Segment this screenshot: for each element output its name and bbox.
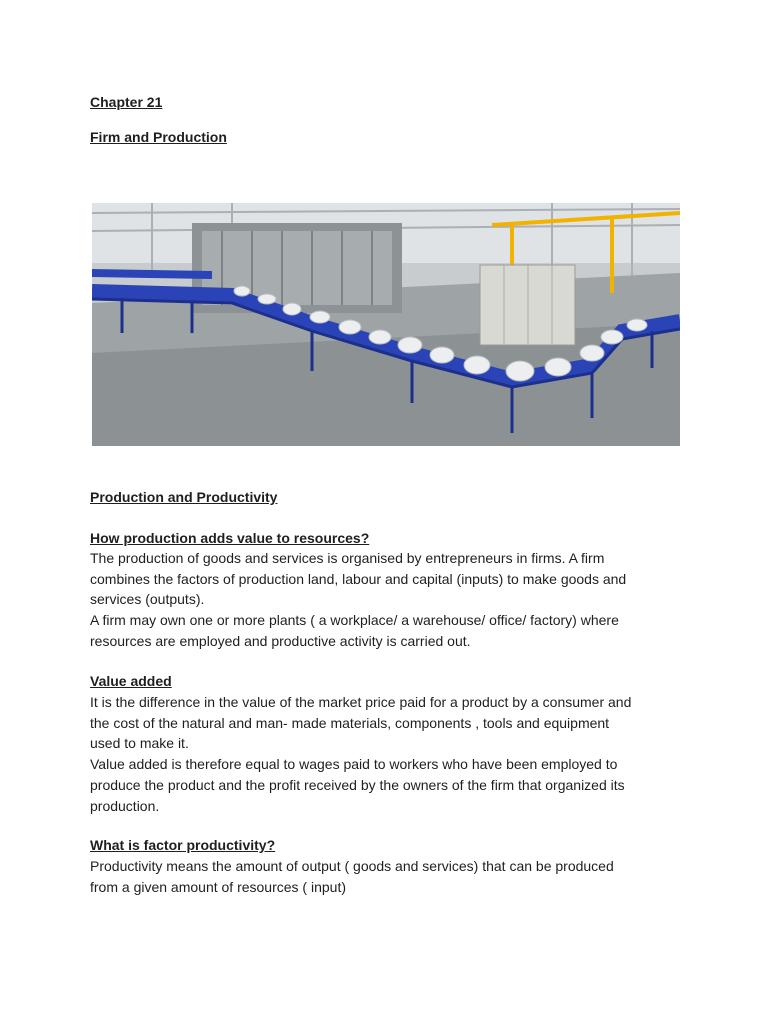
block-body-value-added: [90, 692, 682, 816]
chapter-title: Firm and Production: [90, 129, 227, 145]
text-line: resources are employed and productive activity is carried out.: [90, 632, 471, 649]
chapter-number: Chapter 21: [90, 94, 163, 110]
text-line: The production of goods and services is organised by entrepreneurs in firms. A firm: [90, 550, 605, 566]
text-line: combines the factors of production land, labour and capital (inputs) to make goods and: [90, 570, 627, 587]
text-line: production.: [90, 797, 160, 814]
text-line: produce the product and the profit received by the owners of the firm that organized its: [90, 776, 625, 793]
text-line: A firm may own one or more plants ( a workplace/ a warehouse/ office/ factory) where: [90, 612, 619, 629]
text-line: It is the difference in the value of the market price paid for a product by a consumer and: [90, 694, 632, 710]
block-heading-factor-productivity: What is factor productivity?: [90, 837, 276, 853]
text-line: from a given amount of resources ( input): [90, 878, 347, 895]
block-heading-how-production: How production adds value to resources?: [90, 530, 370, 546]
section-heading: Production and Productivity: [90, 489, 278, 505]
text-line: used to make it.: [90, 735, 189, 752]
block-heading-value-added: Value added: [90, 673, 172, 689]
text-line: Value added is therefore equal to wages paid to workers who have been employed to: [90, 756, 618, 773]
text-line: Productivity means the amount of output ( goods and services) that can be produced: [90, 858, 614, 874]
text-line: services (outputs).: [90, 591, 205, 608]
factory-conveyor-photo: [92, 203, 680, 446]
block-body-factor-productivity: [90, 856, 682, 897]
block-body-how-production: [90, 548, 682, 652]
text-line: the cost of the natural and man- made materials, components , tools and equipment: [90, 714, 610, 731]
